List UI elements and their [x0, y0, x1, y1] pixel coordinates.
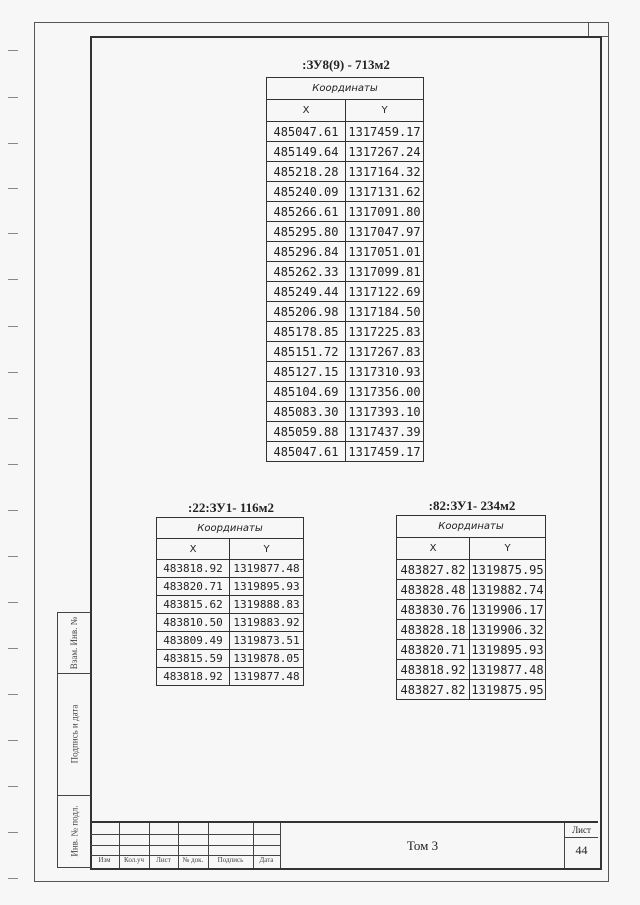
table1-title: :ЗУ8(9) - 713м2 — [302, 57, 390, 72]
stamp-label-izm: Изм — [98, 856, 111, 864]
table-row — [397, 660, 546, 680]
table2-title: :22:ЗУ1- 116м2 — [188, 500, 274, 515]
table-row — [157, 668, 304, 686]
coord-x: 483810.50 — [157, 614, 230, 632]
table-row — [157, 632, 304, 650]
table-row — [157, 596, 304, 614]
coord-y: 1317459.17 — [346, 442, 424, 462]
coord-x: 485218.28 — [267, 162, 346, 182]
coord-x: 485206.98 — [267, 302, 346, 322]
coord-x: 485266.61 — [267, 202, 346, 222]
sheet-number: 44 — [575, 843, 588, 857]
coord-y: 1319882.74 — [470, 580, 546, 600]
table3-col-x: X — [397, 538, 470, 560]
table-row — [267, 282, 424, 302]
coord-x: 483820.71 — [397, 640, 470, 660]
table-row — [267, 222, 424, 242]
volume-label: Том 3 — [406, 837, 439, 853]
table-row — [397, 640, 546, 660]
table2-header: Координаты — [157, 518, 304, 539]
coord-y: 1317393.10 — [346, 402, 424, 422]
table-row — [267, 442, 424, 462]
table3-title: :82:ЗУ1- 234м2 — [428, 498, 516, 513]
coord-x: 483818.92 — [157, 668, 230, 686]
coord-x: 483818.92 — [397, 660, 470, 680]
coord-x: 485178.85 — [267, 322, 346, 342]
side-stamp — [57, 612, 91, 868]
coord-x: 483818.92 — [157, 560, 230, 578]
coord-x: 483828.18 — [397, 620, 470, 640]
coord-x: 485262.33 — [267, 262, 346, 282]
coord-x: 483815.62 — [157, 596, 230, 614]
coord-x: 485149.64 — [267, 142, 346, 162]
table-row — [397, 580, 546, 600]
coord-y: 1319895.93 — [230, 578, 304, 596]
coord-y: 1317267.83 — [346, 342, 424, 362]
coord-y: 1317131.62 — [346, 182, 424, 202]
table-row — [397, 620, 546, 640]
coord-y: 1319877.48 — [230, 668, 304, 686]
coord-x: 485295.80 — [267, 222, 346, 242]
table-row — [267, 422, 424, 442]
coord-y: 1319906.17 — [470, 600, 546, 620]
coord-y: 1317051.01 — [346, 242, 424, 262]
stamp-label-kol: Кол.уч — [124, 856, 144, 864]
table-row — [267, 122, 424, 142]
coord-y: 1319873.51 — [230, 632, 304, 650]
coord-y: 1317459.17 — [346, 122, 424, 142]
coord-x: 483827.82 — [397, 560, 470, 580]
coord-x: 485240.09 — [267, 182, 346, 202]
coord-x: 483830.76 — [397, 600, 470, 620]
table-row — [397, 680, 546, 700]
table-row — [267, 382, 424, 402]
table1-header: Координаты — [267, 78, 424, 100]
table-row — [267, 322, 424, 342]
stamp-label-podpis: Подпись — [217, 856, 244, 864]
coord-y: 1319875.95 — [470, 560, 546, 580]
table1-col-y: Y — [346, 100, 424, 122]
coord-x: 485249.44 — [267, 282, 346, 302]
coord-x: 485059.88 — [267, 422, 346, 442]
coord-x: 485296.84 — [267, 242, 346, 262]
table2-coordinates — [156, 517, 304, 686]
table-row — [397, 560, 546, 580]
side-label-inv: Инв. № подл. — [69, 805, 80, 857]
coord-x: 483827.82 — [397, 680, 470, 700]
coord-y: 1317225.83 — [346, 322, 424, 342]
coord-y: 1317310.93 — [346, 362, 424, 382]
stamp-label-list: Лист — [156, 856, 171, 864]
coord-y: 1317091.80 — [346, 202, 424, 222]
coord-x: 483828.48 — [397, 580, 470, 600]
side-label-vzam: Взам. Инв. № — [69, 616, 80, 670]
coord-x: 483809.49 — [157, 632, 230, 650]
coord-y: 1319888.83 — [230, 596, 304, 614]
table-row — [397, 600, 546, 620]
coord-x: 483815.59 — [157, 650, 230, 668]
table1-coordinates — [266, 77, 424, 462]
coord-x: 485127.15 — [267, 362, 346, 382]
table3-col-y: Y — [470, 538, 546, 560]
coord-y: 1317437.39 — [346, 422, 424, 442]
table-row — [267, 262, 424, 282]
side-label-podpis: Подпись и дата — [69, 704, 80, 764]
table-row — [157, 578, 304, 596]
coord-y: 1317122.69 — [346, 282, 424, 302]
coord-y: 1319878.05 — [230, 650, 304, 668]
coord-x: 485047.61 — [267, 122, 346, 142]
coord-y: 1319877.48 — [230, 560, 304, 578]
sheet-label: Лист — [572, 825, 591, 835]
table-row — [267, 242, 424, 262]
table1-col-x: X — [267, 100, 346, 122]
table2-col-y: Y — [230, 539, 304, 560]
stamp-label-data: Дата — [259, 856, 274, 864]
title-block — [90, 821, 598, 868]
frame-corner — [588, 22, 608, 37]
table-row — [157, 614, 304, 632]
coord-y: 1319883.92 — [230, 614, 304, 632]
coord-y: 1319906.32 — [470, 620, 546, 640]
coord-x: 485104.69 — [267, 382, 346, 402]
table-row — [267, 302, 424, 322]
table2-col-x: X — [157, 539, 230, 560]
coord-y: 1319877.48 — [470, 660, 546, 680]
table-row — [157, 560, 304, 578]
coord-y: 1317267.24 — [346, 142, 424, 162]
stamp-label-doc: № док. — [182, 856, 204, 864]
table-row — [267, 142, 424, 162]
coord-y: 1317099.81 — [346, 262, 424, 282]
coord-x: 485083.30 — [267, 402, 346, 422]
table-row — [267, 362, 424, 382]
coord-y: 1317184.50 — [346, 302, 424, 322]
coord-y: 1319875.95 — [470, 680, 546, 700]
coord-x: 483820.71 — [157, 578, 230, 596]
coord-y: 1317047.97 — [346, 222, 424, 242]
coord-x: 485047.61 — [267, 442, 346, 462]
table-row — [267, 182, 424, 202]
table-row — [267, 202, 424, 222]
coord-y: 1317164.32 — [346, 162, 424, 182]
coord-y: 1317356.00 — [346, 382, 424, 402]
table3-header: Координаты — [397, 516, 546, 538]
table3-coordinates — [396, 515, 546, 700]
coord-x: 485151.72 — [267, 342, 346, 362]
table-row — [267, 402, 424, 422]
table-row — [267, 342, 424, 362]
table-row — [157, 650, 304, 668]
table-row — [267, 162, 424, 182]
coord-y: 1319895.93 — [470, 640, 546, 660]
